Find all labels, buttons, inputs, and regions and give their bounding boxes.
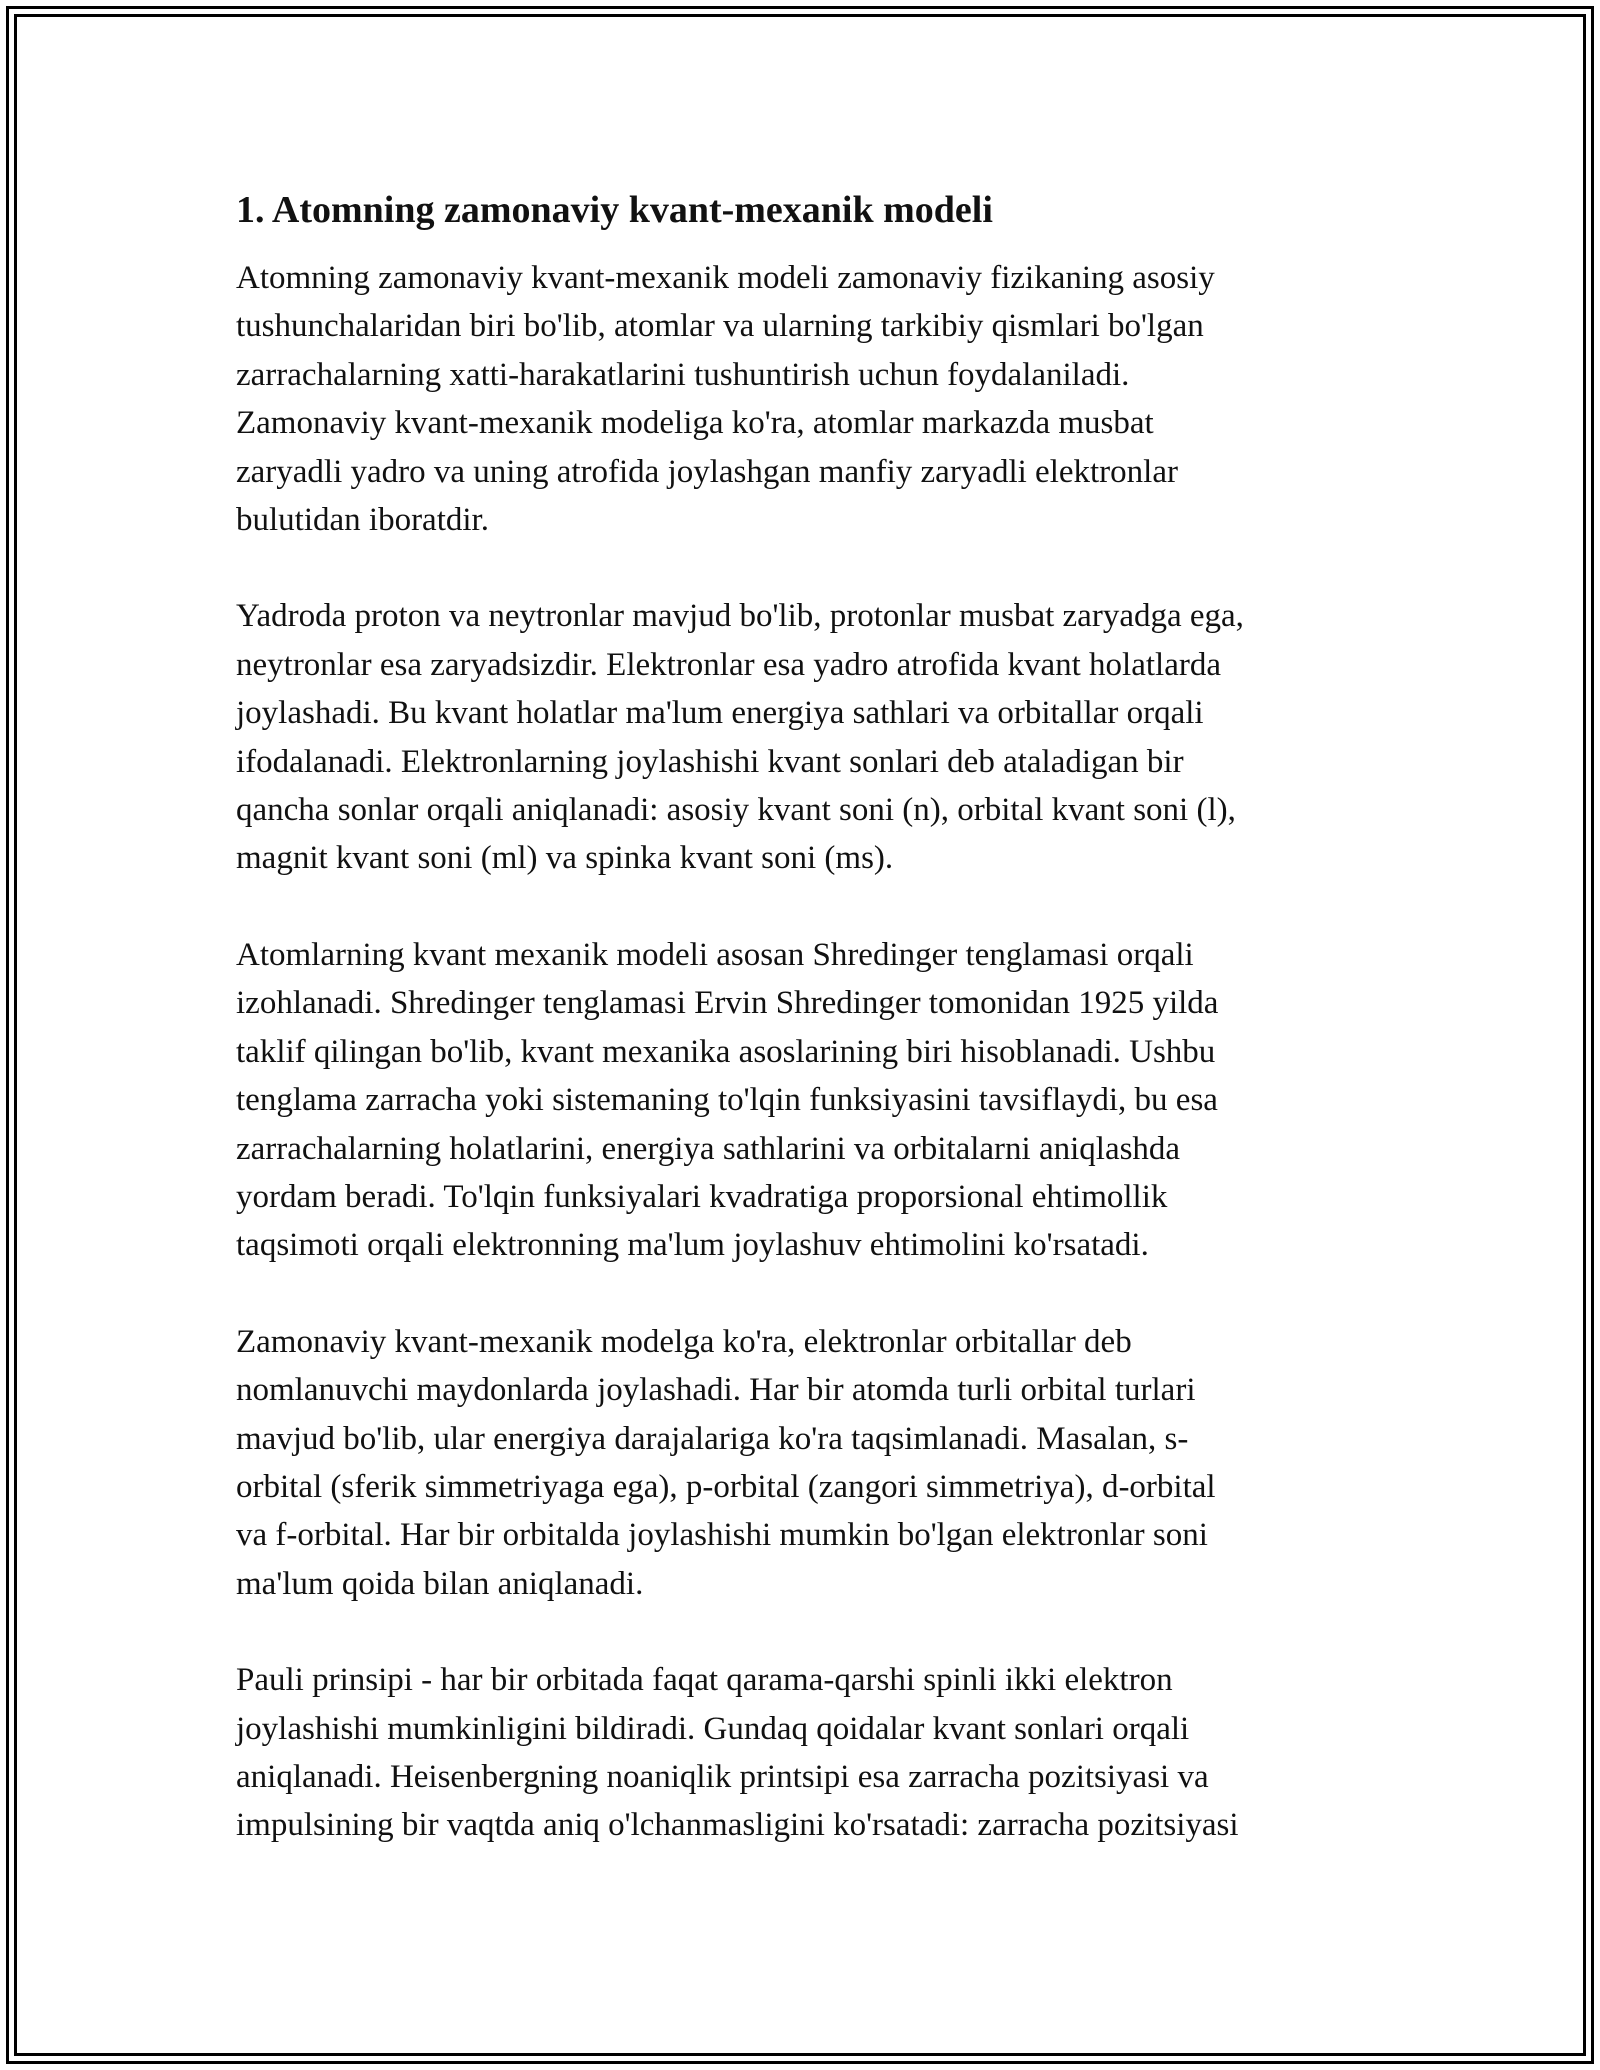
text-line: orbital (sferik simmetriyaga ega), p-orbital (zangori simmetriya), d-orbital	[236, 1468, 1216, 1505]
text-line: aniqlanadi. Heisenbergning noaniqlik printsipi esa zarracha pozitsiyasi va	[236, 1758, 1209, 1795]
text-line: zarrachalarning xatti-harakatlarini tushuntirish uchun foydalaniladi.	[236, 356, 1130, 393]
text-line: impulsining bir vaqtda aniq o'lchanmasligini ko'rsatadi: zarracha pozitsiyasi	[236, 1807, 1239, 1844]
text-line: ma'lum qoida bilan aniqlanadi.	[236, 1565, 644, 1602]
paragraph-1	[236, 254, 1396, 544]
section-heading: 1. Atomning zamonaviy kvant-mexanik modeli	[236, 189, 993, 231]
paragraph-4	[236, 1318, 1396, 1608]
text-line: Zamonaviy kvant-mexanik modeliga ko'ra, atomlar markazda musbat	[236, 405, 1154, 442]
text-line: Atomning zamonaviy kvant-mexanik modeli zamonaviy fizikaning asosiy	[236, 260, 1215, 296]
text-line: Yadroda proton va neytronlar mavjud bo'lib, protonlar musbat zaryadga ega,	[236, 598, 1244, 635]
text-line: izohlanadi. Shredinger tenglamasi Ervin Shredinger tomonidan 1925 yilda	[236, 985, 1219, 1022]
text-line: va f-orbital. Har bir orbitalda joylashishi mumkin bo'lgan elektronlar soni	[236, 1517, 1208, 1554]
text-line: mavjud bo'lib, ular energiya darajalariga ko'ra taqsimlanadi. Masalan, s-	[236, 1420, 1189, 1457]
paragraph-5	[236, 1656, 1396, 1850]
text-line: bulutidan iboratdir.	[236, 502, 489, 539]
text-line: qancha sonlar orqali aniqlanadi: asosiy kvant soni (n), orbital kvant soni (l),	[236, 792, 1236, 829]
paragraph-3	[236, 931, 1396, 1270]
text-line: yordam beradi. To'lqin funksiyalari kvadratiga proporsional ehtimollik	[236, 1178, 1168, 1215]
paragraph-2	[236, 592, 1396, 882]
text-line: taqsimoti orqali elektronning ma'lum joylashuv ehtimolini ko'rsatadi.	[236, 1227, 1149, 1264]
text-line: tenglama zarracha yoki sistemaning to'lqin funksiyasini tavsiflaydi, bu esa	[236, 1082, 1218, 1119]
text-line: joylashishi mumkinligini bildiradi. Gundaq qoidalar kvant sonlari orqali	[236, 1710, 1190, 1747]
text-line: magnit kvant soni (ml) va spinka kvant soni (ms).	[236, 840, 894, 877]
text-line: joylashadi. Bu kvant holatlar ma'lum energiya sathlari va orbitallar orqali	[236, 695, 1204, 732]
text-line: zaryadli yadro va uning atrofida joylashgan manfiy zaryadli elektronlar	[236, 453, 1178, 490]
text-line: taklif qilingan bo'lib, kvant mexanika asoslarining biri hisoblanadi. Ushbu	[236, 1033, 1216, 1070]
text-line: tushunchalaridan biri bo'lib, atomlar va ularning tarkibiy qismlari bo'lgan	[236, 308, 1204, 345]
text-line: Zamonaviy kvant-mexanik modelga ko'ra, elektronlar orbitallar deb	[236, 1323, 1132, 1360]
text-line: neytronlar esa zaryadsizdir. Elektronlar esa yadro atrofida kvant holatlarda	[236, 646, 1221, 683]
text-line: zarrachalarning holatlarini, energiya sathlarini va orbitalarni aniqlashda	[236, 1130, 1181, 1167]
document-body	[236, 186, 1396, 1898]
text-line: ifodalanadi. Elektronlarning joylashishi kvant sonlari deb ataladigan bir	[236, 743, 1184, 780]
text-line: nomlanuvchi maydonlarda joylashadi. Har bir atomda turli orbital turlari	[236, 1372, 1196, 1409]
text-line: Atomlarning kvant mexanik modeli asosan Shredinger tenglamasi orqali	[236, 936, 1194, 973]
text-line: Pauli prinsipi - har bir orbitada faqat qarama-qarshi spinli ikki elektron	[236, 1662, 1173, 1699]
